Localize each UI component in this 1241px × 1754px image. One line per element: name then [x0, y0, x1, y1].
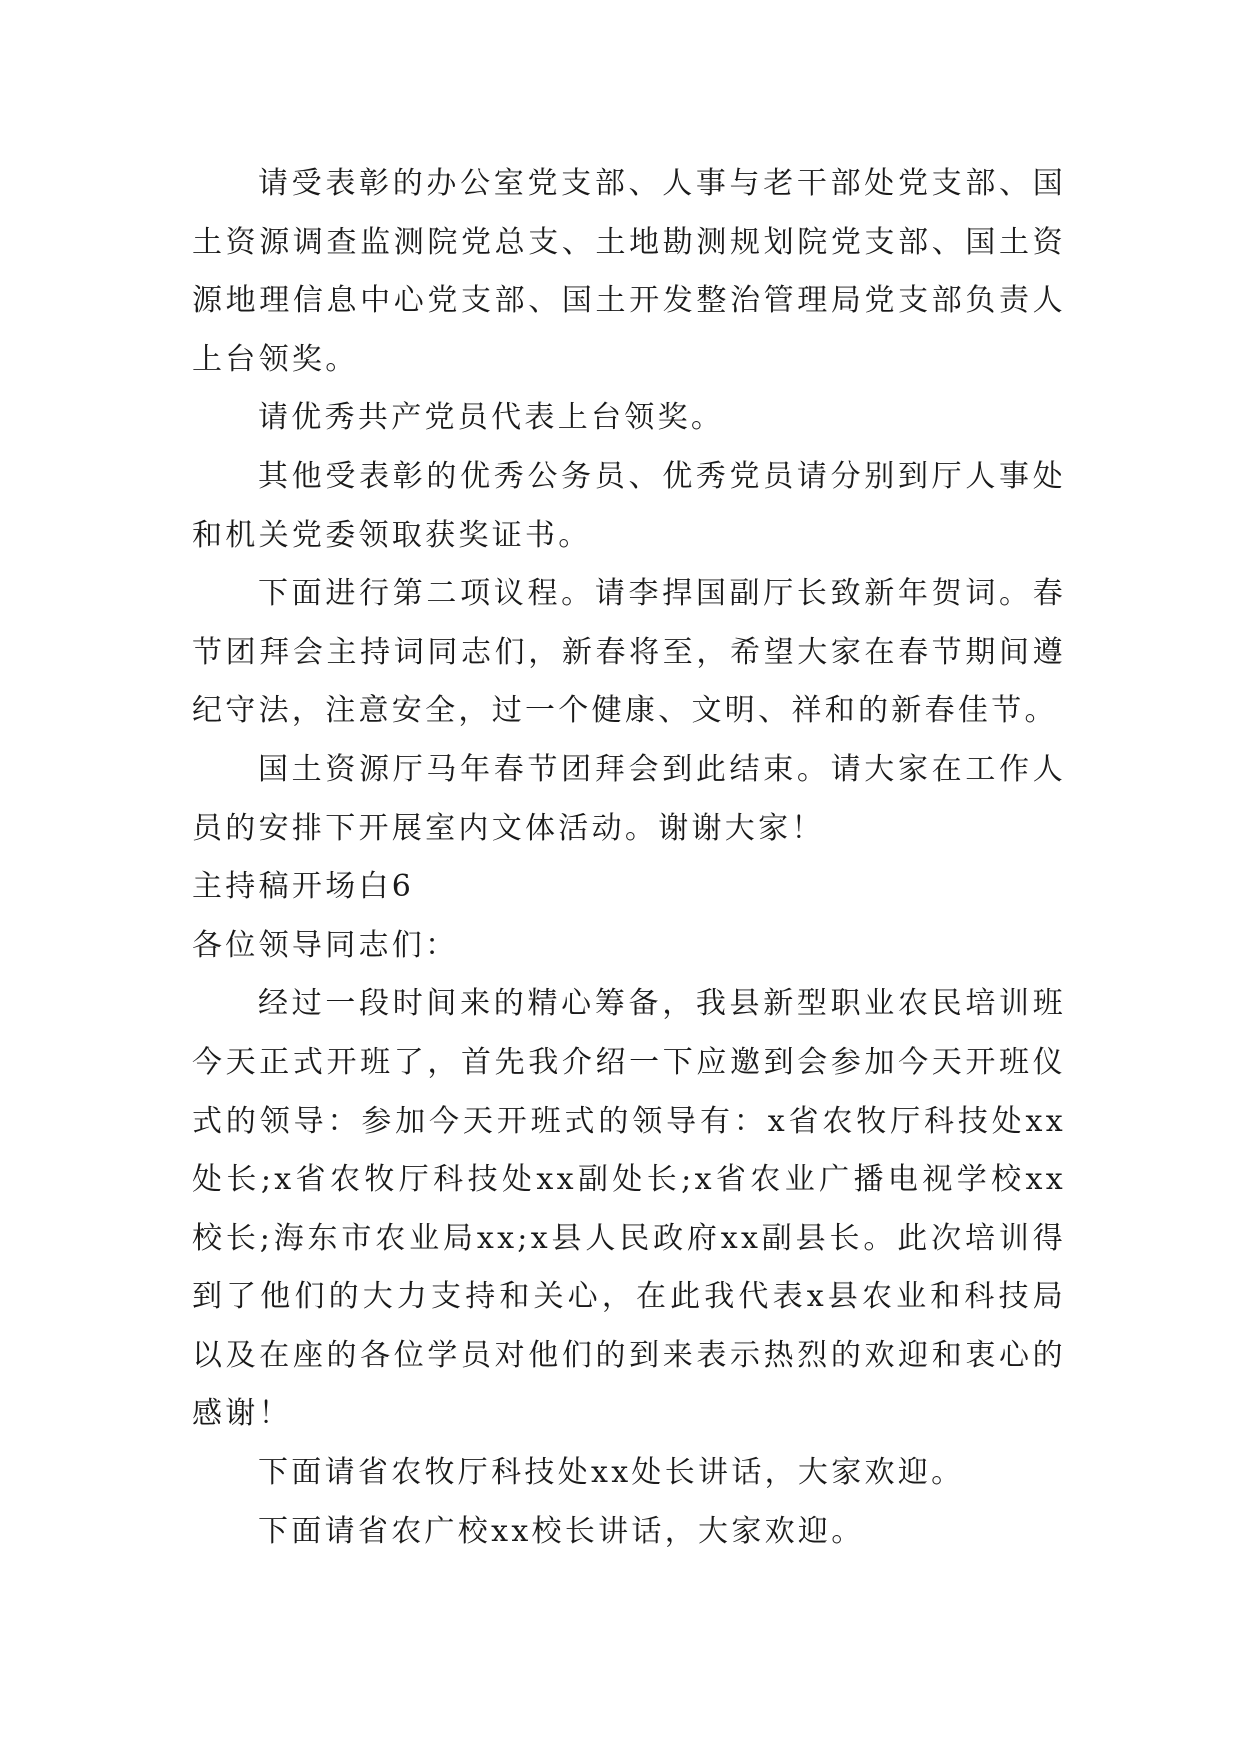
section-heading: 主持稿开场白6	[192, 869, 415, 905]
document-body	[192, 155, 1066, 1561]
paragraph-opening-intro: 经过一段时间来的精心筹备，我县新型职业农民培训班今天正式开班了，首先我介绍一下应邀到会参加今天开班仪式的领导：参加今天开班式的领导有：x省农牧厅科技处xx处长;x省农牧厅科技处xx副处长;x省农业广播电视学校xx校长;海东市农业局xx;x县人民政府xx副县长。此次培训得到了他们的大力支持和关心，在此我代表x县农业和科技局以及在座的各位学员对他们的到来表示热烈的欢迎和衷心的感谢！	[192, 986, 1066, 1432]
paragraph-award-branches: 请受表彰的办公室党支部、人事与老干部处党支部、国土资源调查监测院党总支、土地勘测规划院党支部、国土资源地理信息中心党支部、国土开发整治管理局党支部负责人上台领奖。	[192, 166, 1066, 377]
paragraph-second-agenda: 下面进行第二项议程。请李捍国副厅长致新年贺词。春节团拜会主持词同志们，新春将至，希望大家在春节期间遵纪守法，注意安全，过一个健康、文明、祥和的新春佳节。	[192, 576, 1066, 729]
paragraph-party-members: 请优秀共产党员代表上台领奖。	[258, 400, 725, 436]
salutation: 各位领导同志们：	[192, 927, 459, 963]
paragraph-speech-one: 下面请省农牧厅科技处xx处长讲话，大家欢迎。	[258, 1455, 965, 1491]
paragraph-other-awardees: 其他受表彰的优秀公务员、优秀党员请分别到厅人事处和机关党委领取获奖证书。	[192, 458, 1066, 553]
paragraph-closing: 国土资源厅马年春节团拜会到此结束。请大家在工作人员的安排下开展室内文体活动。谢谢大家！	[192, 751, 1066, 846]
paragraph-speech-two: 下面请省农广校xx校长讲话，大家欢迎。	[258, 1513, 865, 1549]
